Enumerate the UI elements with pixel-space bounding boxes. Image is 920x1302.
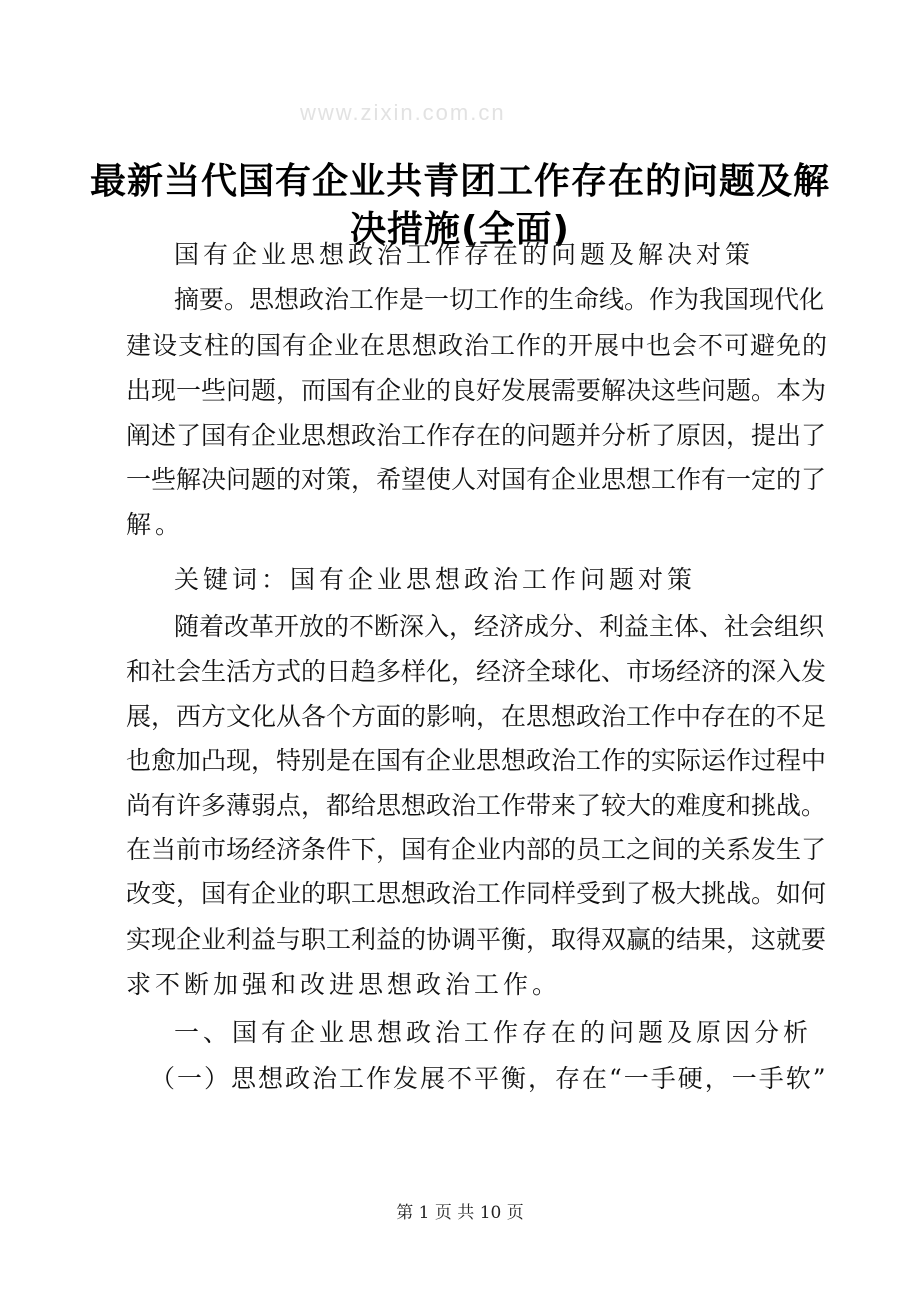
abstract-line: 解。 bbox=[126, 510, 185, 539]
keywords: 关键词：国有企业思想政治工作问题对策 bbox=[174, 565, 697, 594]
body-line: 随着改革开放的不断深入，经济成分、利益主体、社会组织 bbox=[174, 612, 825, 641]
abstract-line: 摘要。思想政治工作是一切工作的生命线。作为我国现代化 bbox=[174, 285, 825, 314]
body-line: 在当前市场经济条件下，国有企业内部的员工之间的关系发生了 bbox=[126, 835, 827, 864]
body-line: 和社会生活方式的日趋多样化，经济全球化、市场经济的深入发 bbox=[126, 657, 827, 686]
subtitle: 国有企业思想政治工作存在的问题及解决对策 bbox=[174, 240, 755, 269]
abstract-line: 建设支柱的国有企业在思想政治工作的开展中也会不可避免的 bbox=[126, 331, 829, 360]
abstract-line: 出现一些问题，而国有企业的良好发展需要解决这些问题。本为 bbox=[126, 376, 827, 405]
watermark: www.zixin.com.cn bbox=[300, 100, 506, 125]
abstract-line: 阐述了国有企业思想政治工作存在的问题并分析了原因，提出了 bbox=[126, 421, 827, 450]
body-line: 改变，国有企业的职工思想政治工作同样受到了极大挑战。如何 bbox=[126, 879, 827, 908]
body-line: 求不断加强和改进思想政治工作。 bbox=[126, 970, 562, 999]
document-title-line-1: 最新当代国有企业共青团工作存在的问题及解 bbox=[89, 161, 830, 202]
abstract-line: 一些解决问题的对策，希望使人对国有企业思想工作有一定的了 bbox=[126, 465, 827, 494]
subsection-heading: （一）思想政治工作发展不平衡，存在“一手硬，一手软” bbox=[150, 1064, 828, 1093]
body-line: 实现企业利益与职工利益的协调平衡，取得双赢的结果，这就要 bbox=[126, 925, 827, 954]
body-line: 尚有许多薄弱点，都给思想政治工作带来了较大的难度和挑战。 bbox=[126, 791, 827, 820]
page-footer: 第 1 页 共 10 页 bbox=[396, 1203, 524, 1223]
section-heading: 一、国有企业思想政治工作存在的问题及原因分析 bbox=[174, 1018, 813, 1047]
document-title-line-2: 决措施(全面) bbox=[350, 209, 570, 250]
body-line: 展，西方文化从各个方面的影响，在思想政治工作中存在的不足 bbox=[126, 702, 827, 731]
body-line: 也愈加凸现，特别是在国有企业思想政治工作的实际运作过程中 bbox=[126, 746, 827, 775]
